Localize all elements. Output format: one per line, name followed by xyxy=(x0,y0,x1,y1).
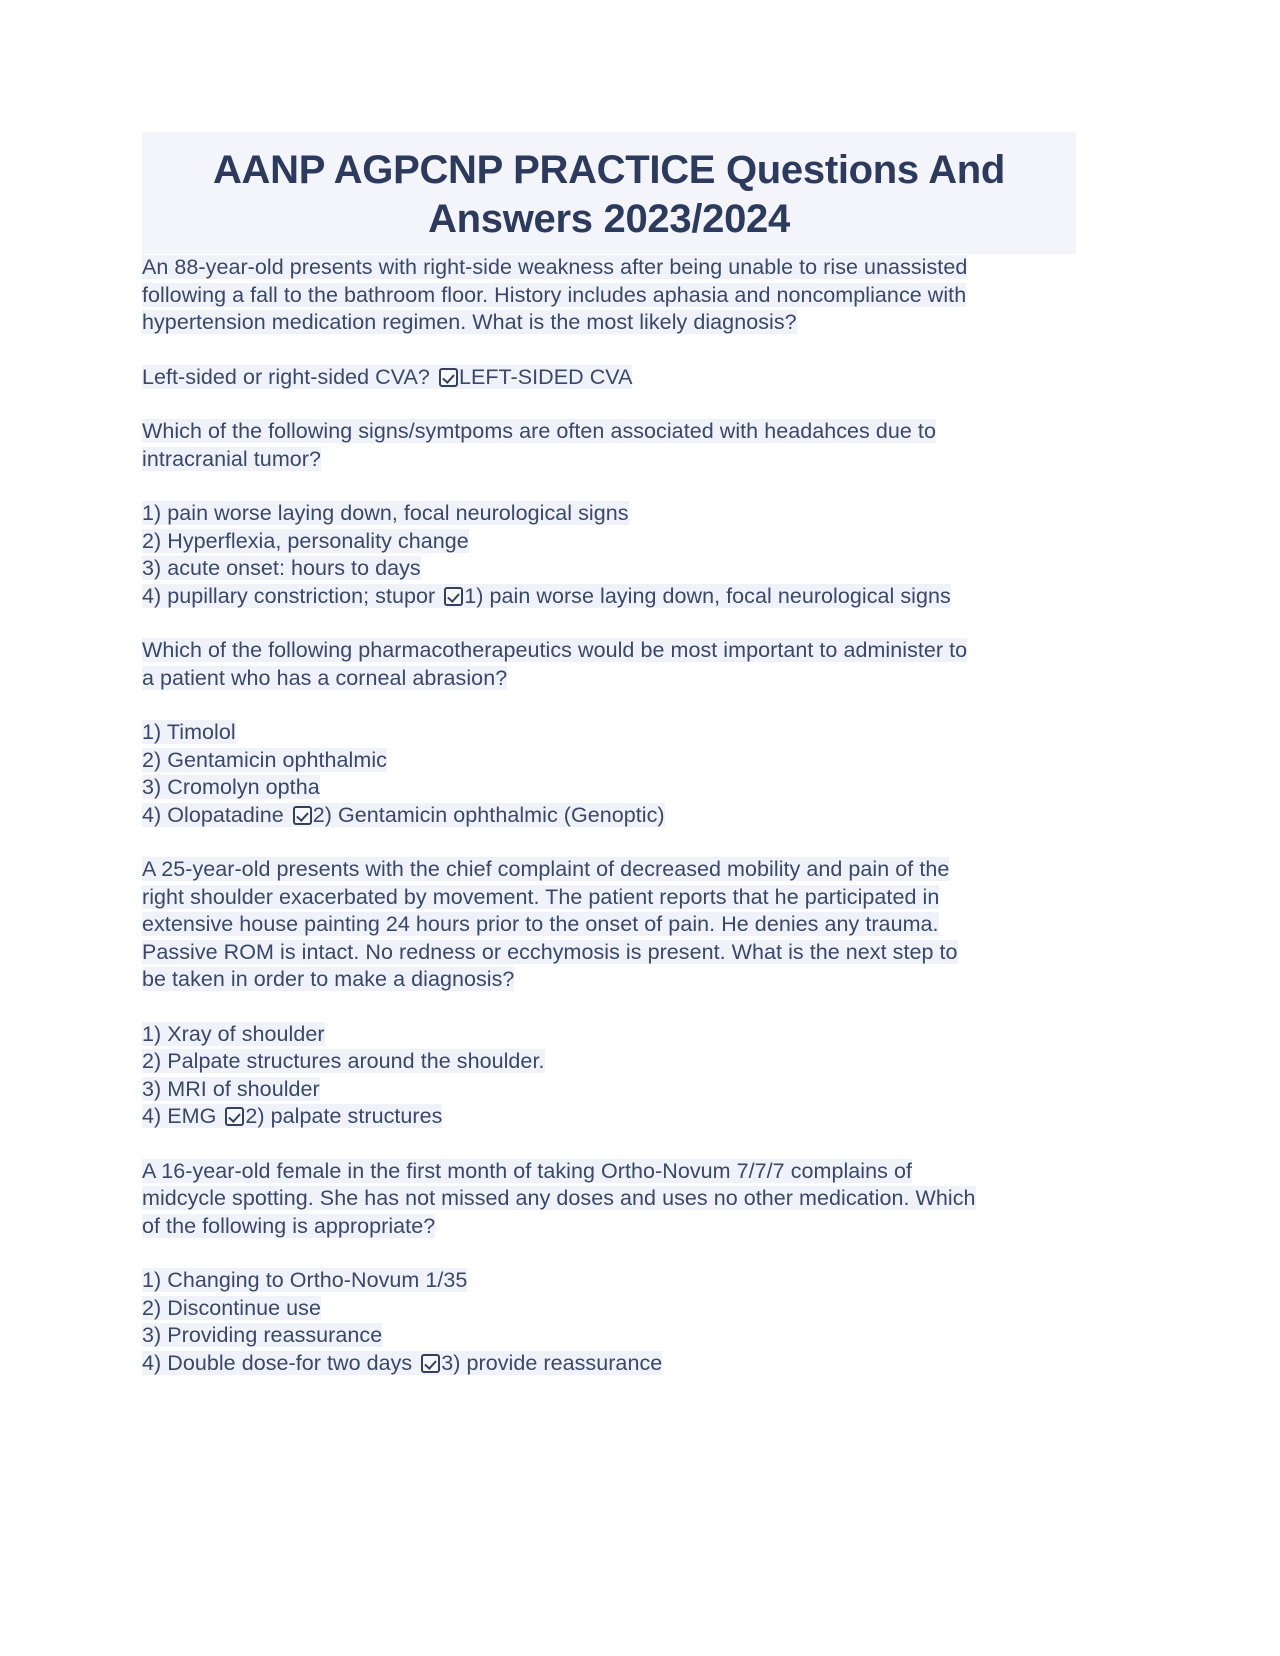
answer-text: 3) provide reassurance xyxy=(441,1350,663,1375)
page-title xyxy=(142,132,1076,254)
question-stem-line: A 16-year-old female in the first month of taking Ortho-Novum 7/7/7 complains of xyxy=(142,1158,912,1183)
question-section-ortho-novum xyxy=(142,1158,1076,1378)
section-spacer xyxy=(142,391,1076,418)
section-spacer xyxy=(142,829,1076,856)
option-line: 3) Providing reassurance xyxy=(142,1323,383,1347)
checked-checkbox-icon xyxy=(444,587,463,606)
answer-line xyxy=(142,1350,1076,1378)
question-stem-line: right shoulder exacerbated by movement. The patient reports that he participated in xyxy=(142,884,940,909)
checked-checkbox-icon xyxy=(293,806,312,825)
question-stem-line: Which of the following signs/symtpoms are often associated with headahces due to xyxy=(142,419,936,443)
question-stem-line: An 88-year-old presents with right-side weakness after being unable to rise unassisted xyxy=(142,255,968,279)
document-content xyxy=(142,132,1076,1377)
question-stem-line: intracranial tumor? xyxy=(142,446,321,471)
option-line: 3) acute onset: hours to days xyxy=(142,556,421,580)
option-line: 2) Discontinue use xyxy=(142,1295,321,1320)
question-section-cva xyxy=(142,254,1076,391)
section-spacer xyxy=(142,610,1076,637)
question-stem-line: following a fall to the bathroom floor. History includes aphasia and noncompliance with xyxy=(142,282,967,307)
answer-text: LEFT-SIDED CVA xyxy=(458,364,633,389)
option-line: 2) Palpate structures around the shoulder. xyxy=(142,1049,545,1073)
paragraph-spacer xyxy=(142,994,1076,1021)
question-stem-line: extensive house painting 24 hours prior to the onset of pain. He denies any trauma. xyxy=(142,912,939,936)
question-stem-line: midcycle spotting. She has not missed any doses and uses no other medication. Which xyxy=(142,1186,976,1210)
question-stem-line: be taken in order to make a diagnosis? xyxy=(142,967,515,991)
option-line: 2) Gentamicin ophthalmic xyxy=(142,747,387,772)
paragraph-spacer xyxy=(142,473,1076,500)
answer-line xyxy=(142,364,1076,392)
page-title-line-1: AANP AGPCNP PRACTICE Questions And xyxy=(212,148,1006,192)
section-spacer xyxy=(142,1131,1076,1158)
answer-prompt: 4) Olopatadine xyxy=(142,802,290,827)
question-stem-line: of the following is appropriate? xyxy=(142,1213,436,1238)
question-stem-line: Which of the following pharmacotherapeutics would be most important to administer to xyxy=(142,638,968,662)
option-line: 1) Timolol xyxy=(142,720,236,744)
question-stem-line: Passive ROM is intact. No redness or ecchymosis is present. What is the next step to xyxy=(142,939,958,964)
answer-line xyxy=(142,583,1076,611)
option-line: 3) Cromolyn optha xyxy=(142,775,320,799)
answer-text: 1) pain worse laying down, focal neurological signs xyxy=(464,583,951,608)
paragraph-spacer xyxy=(142,692,1076,719)
answer-line xyxy=(142,1103,1076,1131)
question-section-corneal-abrasion xyxy=(142,637,1076,829)
paragraph-spacer xyxy=(142,1240,1076,1267)
question-stem-line: A 25-year-old presents with the chief complaint of decreased mobility and pain of the xyxy=(142,857,950,881)
paragraph-spacer xyxy=(142,337,1076,364)
answer-line xyxy=(142,802,1076,830)
question-section-intracranial-tumor xyxy=(142,418,1076,610)
question-stem-line: a patient who has a corneal abrasion? xyxy=(142,665,508,690)
page-title-line-2: Answers 2023/2024 xyxy=(428,197,790,241)
answer-prompt: 4) EMG xyxy=(142,1104,223,1128)
checked-checkbox-icon xyxy=(421,1354,440,1373)
option-line: 1) Changing to Ortho-Novum 1/35 xyxy=(142,1268,468,1292)
answer-prompt: Left-sided or right-sided CVA? xyxy=(142,364,436,389)
checked-checkbox-icon xyxy=(225,1107,244,1126)
answer-prompt: 4) Double dose-for two days xyxy=(142,1350,419,1375)
question-stem-line: hypertension medication regimen. What is the most likely diagnosis? xyxy=(142,310,797,334)
answer-prompt: 4) pupillary constriction; stupor xyxy=(142,583,442,608)
option-line: 2) Hyperflexia, personality change xyxy=(142,528,469,553)
option-line: 3) MRI of shoulder xyxy=(142,1076,320,1101)
question-section-shoulder-pain xyxy=(142,856,1076,1131)
answer-text: 2) Gentamicin ophthalmic (Genoptic) xyxy=(312,802,665,827)
option-line: 1) pain worse laying down, focal neurological signs xyxy=(142,501,629,525)
checked-checkbox-icon xyxy=(439,368,458,387)
answer-text: 2) palpate structures xyxy=(245,1104,443,1128)
option-line: 1) Xray of shoulder xyxy=(142,1021,325,1046)
